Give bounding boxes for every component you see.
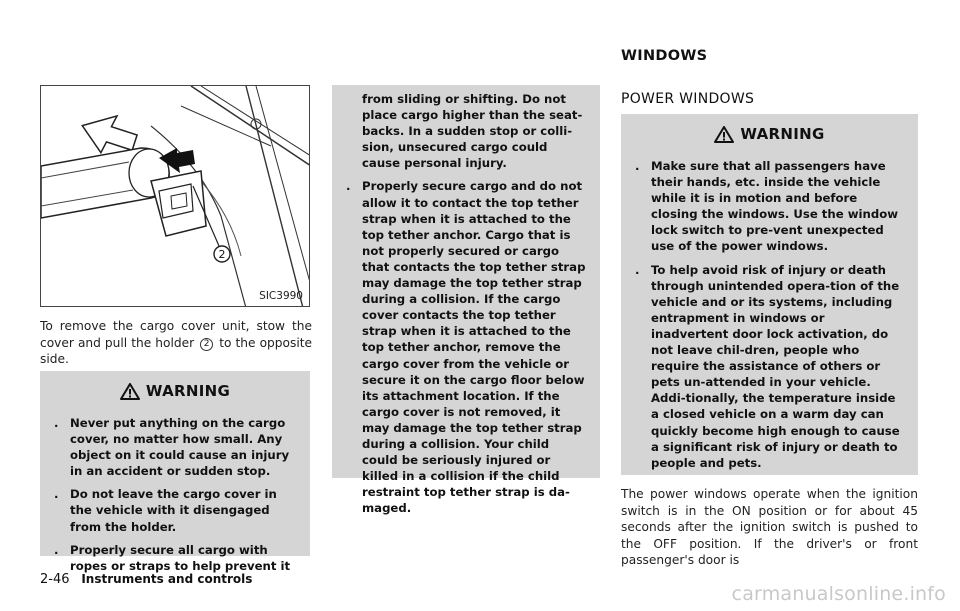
cargo-cover-illustration bbox=[41, 86, 310, 307]
power-windows-subtitle: POWER WINDOWS bbox=[621, 91, 755, 107]
bullet: . bbox=[54, 487, 59, 502]
warning-title: WARNING bbox=[145, 382, 231, 400]
warning-item-text: Properly secure cargo and do not allow it to contact the top tether strap when it is attached to the top tether anchor. Cargo that is not properly secured or cargo that contacts the top tether strap may damage the top tether strap during a collision. If the cargo cover contacts the top tether strap when it is attached to the top tether anchor, remove the cargo cover from the vehicle or secure it on the cargo floor below its attachment location. If the cargo cover is not removed, it may damage the top tether strap during a collision. Your child could be seriously injured or killed in a collision if the child restraint top tether strap is da-maged. bbox=[362, 179, 586, 516]
footer-section: Instruments and controls bbox=[81, 572, 253, 586]
figure-code: SIC3990 bbox=[259, 290, 303, 302]
warning-item-text: Make sure that all passengers have their hands, etc. inside the vehicle while it is in motion and before closing the windows. Use the window lock switch to pre-vent unexpected use of the power windows. bbox=[651, 159, 899, 254]
warning-box-continued bbox=[332, 85, 600, 516]
bullet: . bbox=[635, 262, 640, 277]
warning-box-windows bbox=[621, 114, 918, 475]
warning-list-tether bbox=[340, 178, 588, 516]
warning-item bbox=[48, 415, 298, 479]
warning-item-text: Properly secure all cargo with ropes or straps to help prevent it bbox=[70, 542, 291, 573]
warning-list-windows bbox=[629, 158, 904, 471]
warning-list-cargo bbox=[48, 415, 298, 574]
bullet: . bbox=[54, 542, 59, 557]
paragraph-text-1: To remove the cargo cover unit, stow the cover and pull the holder bbox=[40, 319, 312, 350]
warning-item bbox=[340, 178, 588, 516]
power-windows-paragraph: The power windows operate when the ignition switch is in the ON position or for about 45 seconds after the ignition switch is pushed to the OFF position. If the driver's or front passenger's door is bbox=[621, 487, 918, 567]
warning-continued-text: from sliding or shifting. Do not place cargo higher than the seat-backs. In a sudden stop or colli-sion, unsecured cargo could cause personal injury. bbox=[362, 92, 583, 171]
warning-item bbox=[629, 158, 904, 255]
warning-item-text: To help avoid risk of injury or death through unintended opera-tion of the vehicle and or its systems, including entrapment in windows or inadvertent door lock activation, do not leave chil-dren, people who require the assistance of others or pets un-attended in your vehicle. Addi-tionally, the temperature inside a closed vehicle on a warm day can quickly become high enough to cause a significant risk of injury or death to people and pets. bbox=[651, 262, 900, 470]
warning-item bbox=[629, 262, 904, 471]
cargo-cover-figure bbox=[40, 85, 310, 307]
section-title: WINDOWS bbox=[621, 48, 708, 64]
callout-ref: 2 bbox=[200, 338, 213, 351]
bullet: . bbox=[635, 159, 640, 173]
warning-heading bbox=[40, 382, 310, 400]
page-number: 2-46 bbox=[40, 572, 70, 587]
warning-heading bbox=[621, 125, 918, 143]
watermark: carmanualsonline.info bbox=[731, 583, 946, 605]
warning-item-text: Do not leave the cargo cover in the vehicle with it disengaged from the holder. bbox=[70, 487, 277, 534]
bullet: . bbox=[54, 416, 59, 430]
warning-triangle-icon bbox=[120, 383, 140, 400]
page-footer bbox=[40, 572, 252, 587]
bullet: . bbox=[346, 179, 351, 194]
warning-title: WARNING bbox=[740, 125, 825, 143]
cargo-cover-paragraph bbox=[40, 318, 312, 368]
warning-item-text: Never put anything on the cargo cover, no matter how small. Any object on it could cause an injury in an accident or sudden stop. bbox=[70, 416, 290, 479]
warning-item bbox=[48, 486, 298, 534]
callout-number: 2 bbox=[218, 248, 226, 261]
paragraph-text-2: to the opposite side. bbox=[40, 335, 312, 366]
warning-triangle-icon bbox=[714, 126, 734, 143]
warning-list-continued bbox=[340, 91, 588, 516]
warning-box-cargo bbox=[40, 371, 310, 573]
warning-item bbox=[48, 542, 298, 574]
